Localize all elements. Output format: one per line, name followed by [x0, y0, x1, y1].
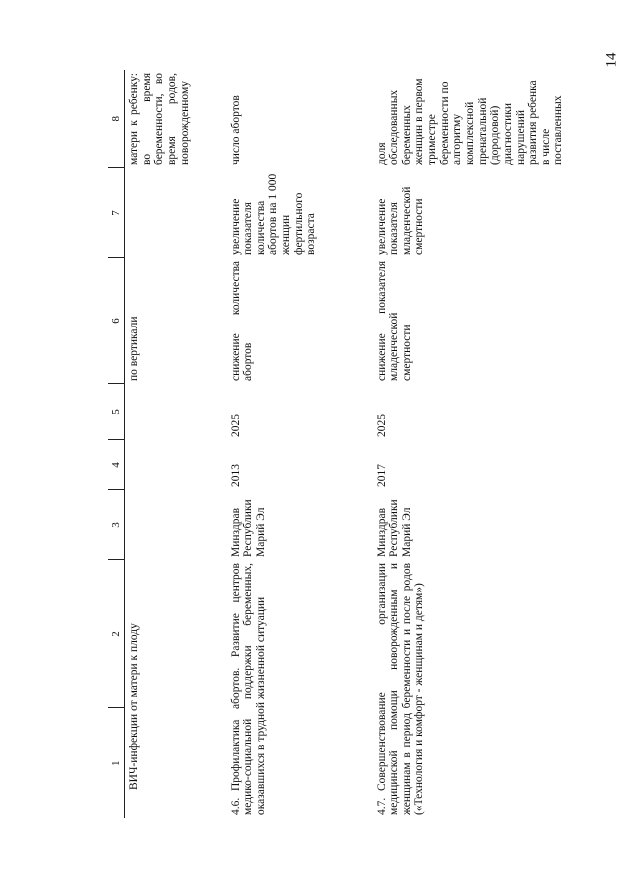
measure-cell — [125, 560, 227, 818]
end-year-cell: 2025 — [375, 414, 388, 437]
measure-number: 4.6. — [229, 797, 242, 815]
measure-cell — [227, 560, 373, 818]
end-year-cell: 2025 — [229, 414, 242, 437]
result-cell: снижение количества абортов — [229, 261, 255, 381]
start-year-cell: 2017 — [375, 464, 388, 487]
table-row — [125, 70, 227, 818]
indicator-change-cell: увеличение показателя количества абортов на 1 000 женщин фертильного возраста — [229, 173, 318, 255]
executor-cell: Минздрав Республики Марий Эл — [229, 499, 267, 557]
result-cell: снижение показателя младенческой смертности — [375, 261, 413, 381]
column-header: 6 — [108, 258, 125, 384]
measure-name: Профилактика абортов. Развитие центров медико-социальной поддержки беременных, оказавшихся в трудной жизненной ситуации — [229, 563, 267, 815]
measures-table — [108, 70, 603, 818]
end-year-cell — [125, 384, 227, 440]
column-header: 7 — [108, 168, 125, 258]
column-header: 8 — [108, 70, 125, 168]
page-number: 14 — [603, 52, 620, 68]
start-year-cell — [125, 440, 227, 490]
measure-number: 4.7. — [375, 797, 388, 815]
column-header: 3 — [108, 490, 125, 560]
table-row — [373, 70, 603, 818]
column-header: 1 — [108, 708, 125, 818]
indicator-name-cell: доля обследованных беременных женщин в первом триместре беременности по алгоритму комплексной пренатальной (дородовой) диагностики нарушений развития ребенка в числе поставленных — [375, 78, 565, 165]
indicator-name-cell: матери к ребенку: во время беременности, во время родов, новорожденному — [128, 73, 191, 165]
column-header: 5 — [108, 384, 125, 440]
table-row — [227, 70, 373, 818]
measure-name: ВИЧ-инфекции от матери к плоду — [128, 623, 140, 790]
measure-name: Совершенствование организации медицинской помощи новорожденным и женщинам в период беременности и после родов («Технология и комфорт - женщинам и детям») — [375, 563, 426, 815]
column-header: 2 — [108, 560, 125, 708]
indicator-change-cell: увеличение показателя младенческой смертности — [375, 186, 426, 255]
indicator-name-cell: число абортов — [229, 95, 242, 165]
measure-cell — [373, 560, 603, 818]
column-header: 4 — [108, 440, 125, 490]
result-cell: по вертикали — [128, 316, 140, 381]
executor-cell: Минздрав Республики Марий Эл — [375, 499, 413, 557]
column-number-header — [108, 70, 125, 818]
start-year-cell: 2013 — [229, 464, 242, 487]
rotated-table-region — [108, 70, 608, 818]
executor-cell — [125, 490, 227, 560]
indicator-change-cell — [125, 168, 227, 258]
